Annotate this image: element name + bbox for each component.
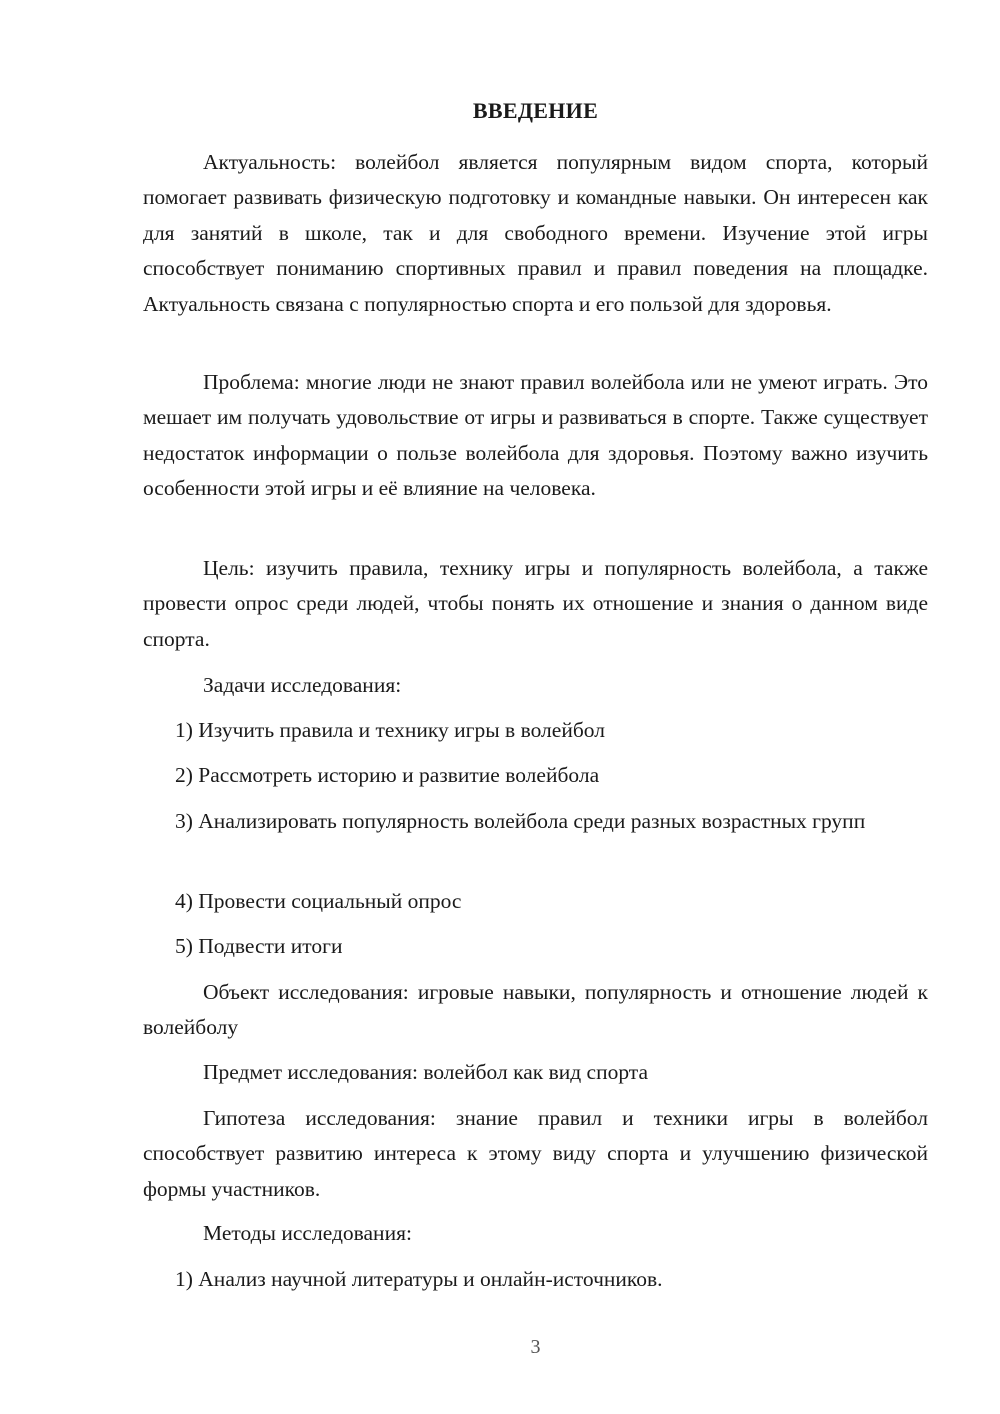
method-item-1: 1) Анализ научной литературы и онлайн-источников. <box>175 1267 663 1291</box>
page-title: ВВЕДЕНИЕ <box>472 98 599 123</box>
paragraph-hypothesis: Гипотеза исследования: знание правил и техники игры в волейбол способствует развитию интереса к этому виду спорта и улучшению физической формы участников. <box>143 1106 928 1201</box>
paragraph-goal: Цель: изучить правила, технику игры и популярность волейбола, а также провести опрос среди людей, чтобы понять их отношение и знания о данном виде спорта. <box>143 556 928 651</box>
tasks-heading: Задачи исследования: <box>203 673 402 697</box>
task-item-5: 5) Подвести итоги <box>175 934 343 958</box>
paragraph-relevance: Актуальность: волейбол является популярным видом спорта, который помогает развивать физическую подготовку и командные навыки. Он интересен как для занятий в школе, так и для свободного времени. Изучение этой игры способствует пониманию спортивных правил и правил поведения на площадке. Актуальность связана с популярностью спорта и его пользой для здоровья. <box>143 150 928 316</box>
paragraph-object: Объект исследования: игровые навыки, популярность и отношение людей к волейболу <box>143 980 928 1040</box>
page-number: 3 <box>530 1336 541 1358</box>
task-item-3: 3) Анализировать популярность волейбола среди разных возрастных групп <box>175 809 866 833</box>
task-item-4: 4) Провести социальный опрос <box>175 889 462 913</box>
task-item-1: 1) Изучить правила и технику игры в волейбол <box>175 718 605 742</box>
paragraph-subject: Предмет исследования: волейбол как вид спорта <box>203 1060 649 1084</box>
document-page <box>143 0 928 1414</box>
methods-heading: Методы исследования: <box>203 1221 412 1245</box>
paragraph-problem: Проблема: многие люди не знают правил волейбола или не умеют играть. Это мешает им получать удовольствие от игры и развиваться в спорте. Также существует недостаток информации о пользе волейбола для здоровья. Поэтому важно изучить особенности этой игры и её влияние на человека. <box>143 370 928 501</box>
task-item-2: 2) Рассмотреть историю и развитие волейбола <box>175 763 600 787</box>
